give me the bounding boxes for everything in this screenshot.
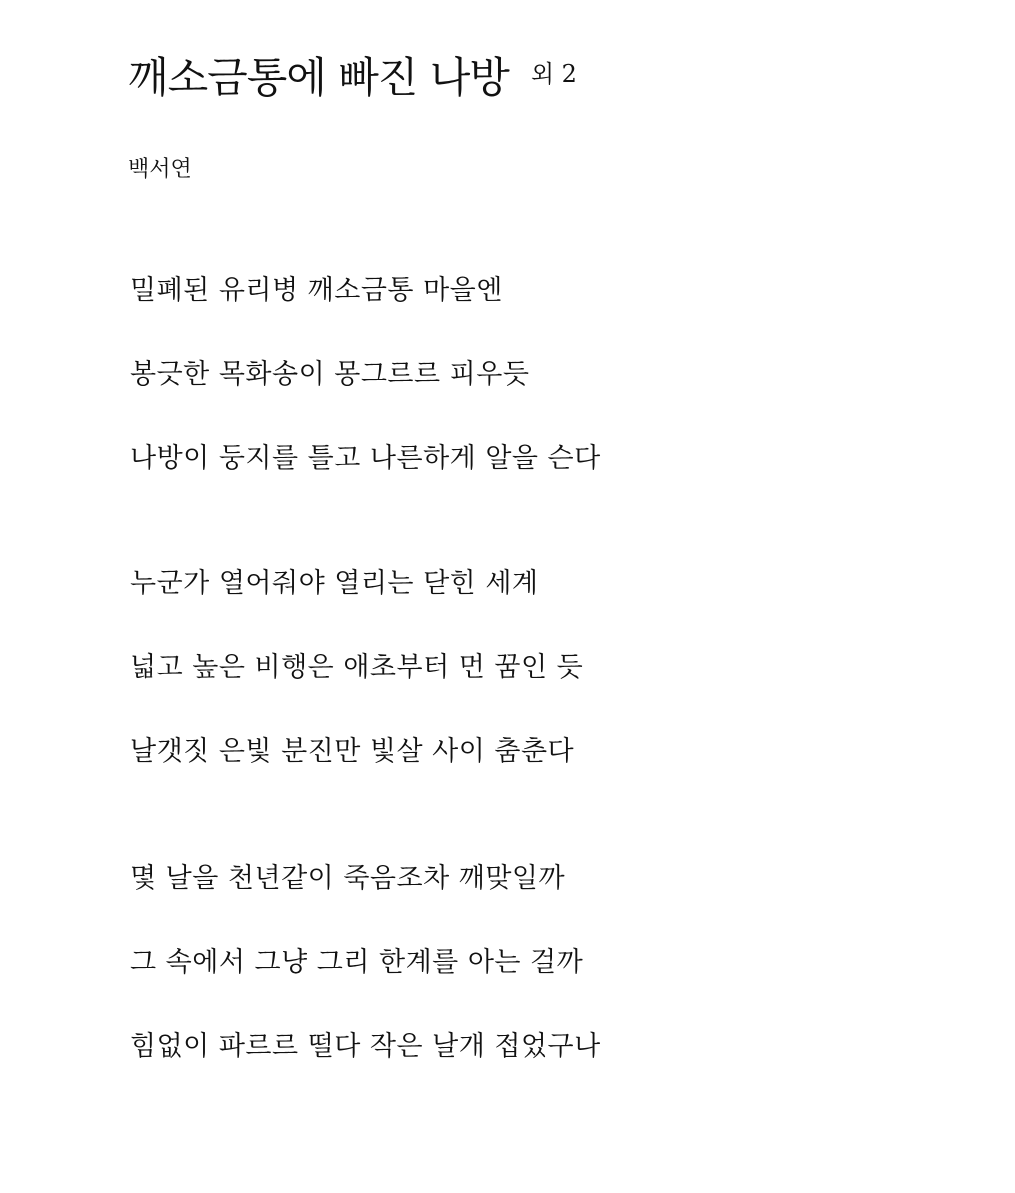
poem-author: 백서연 [128,157,192,182]
poem-line: 몇 날을 천년같이 죽음조차 깨맞일까 [130,863,566,894]
poem-line: 누군가 열어줘야 열리는 닫힌 세계 [130,568,539,599]
poem-title: 깨소금통에 빠진 나방 [128,53,509,102]
poem-line: 봉긋한 목화송이 몽그르르 피우듯 [130,359,530,390]
poem-line: 넓고 높은 비행은 애초부터 먼 꿈인 듯 [130,652,584,683]
title-row [128,50,577,106]
poem-subtitle: 외 2 [530,60,577,88]
poem-line: 힘없이 파르르 떨다 작은 날개 접었구나 [130,1031,601,1062]
poem-line: 밀폐된 유리병 깨소금통 마을엔 [130,275,503,306]
poem-line: 그 속에서 그냥 그리 한계를 아는 걸까 [130,947,584,978]
poem-line: 나방이 둥지를 틀고 나른하게 알을 슨다 [130,443,601,474]
poem-line: 날갯짓 은빛 분진만 빛살 사이 춤춘다 [130,736,575,767]
